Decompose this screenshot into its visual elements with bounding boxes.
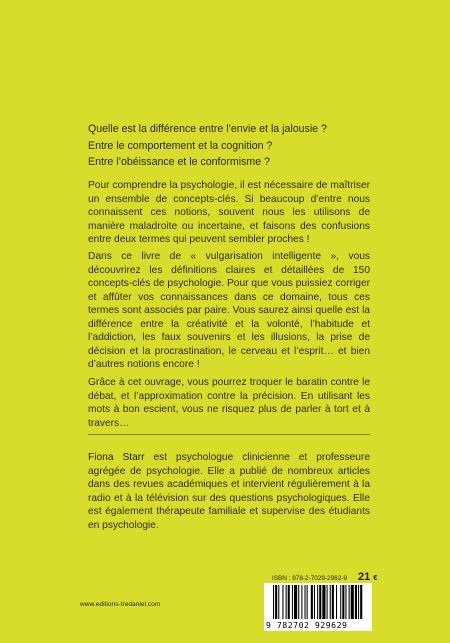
paragraph-book: Dans ce livre de « vulgarisation intelligente », vous découvrirez les définitions claires et détaillées de 150 concepts-clés de psychologie. Pour que vous puissiez corriger et affûter vos connaissances dans ce domaine, tous ces termes sont associés par paire. Vous saurez ainsi quelle est la différence entre la créativité et la volonté, l’habitude et l’addiction, les faux souvenirs et les illusions, la prise de décision et la procrastination, le cerveau et l’esprit… et bien d’autres notions encore ! <box>88 251 370 370</box>
question-1: Quelle est la différence entre l’envie et la jalousie ? <box>88 123 327 135</box>
price <box>358 571 377 583</box>
question-3: Entre l’obéissance et le conformisme ? <box>88 156 270 168</box>
paragraph-benefit: Grâce à cet ouvrage, vous pourrez troquer le baratin contre le débat, et l’approximation contre la précision. En utilisant les mots à bon escient, vous ne risquez plus de parler à tort et à travers… <box>88 377 370 429</box>
publisher-website[interactable]: www.editions-tredaniel.com <box>80 601 161 608</box>
barcode <box>264 583 372 631</box>
barcode-digits: 9 782702 929629 <box>266 620 348 630</box>
price-amount: 21 <box>358 571 371 583</box>
author-name: Fiona Starr <box>88 452 145 463</box>
author-bio-text: est psychologue clinicienne et professeure agrégée de psychologie. Elle a publié de nombreux articles dans des revues académiques et intervient régulièrement à la radio et à la télévision sur des questions psychologiques. Elle est également thérapeute familiale et supervise des étudiants en psychologie. <box>88 452 371 531</box>
questions-block <box>88 121 388 171</box>
barcode-bars <box>264 583 372 623</box>
paragraph-intro: Pour comprendre la psychologie, il est nécessaire de maîtriser un ensemble de concepts-clés. Si beaucoup d’entre nous connaissent ces notions, souvent nous les utilisons de manière maladroite ou incertaine, et faisons des confusions entre deux termes qui peuvent sembler proches ! <box>88 180 370 245</box>
price-currency: € <box>373 575 378 582</box>
isbn: ISBN : 978-2-7029-2962-9 <box>272 575 347 582</box>
author-bio <box>88 451 370 532</box>
section-divider <box>88 434 370 435</box>
question-2: Entre le comportement et la cognition ? <box>88 139 273 152</box>
